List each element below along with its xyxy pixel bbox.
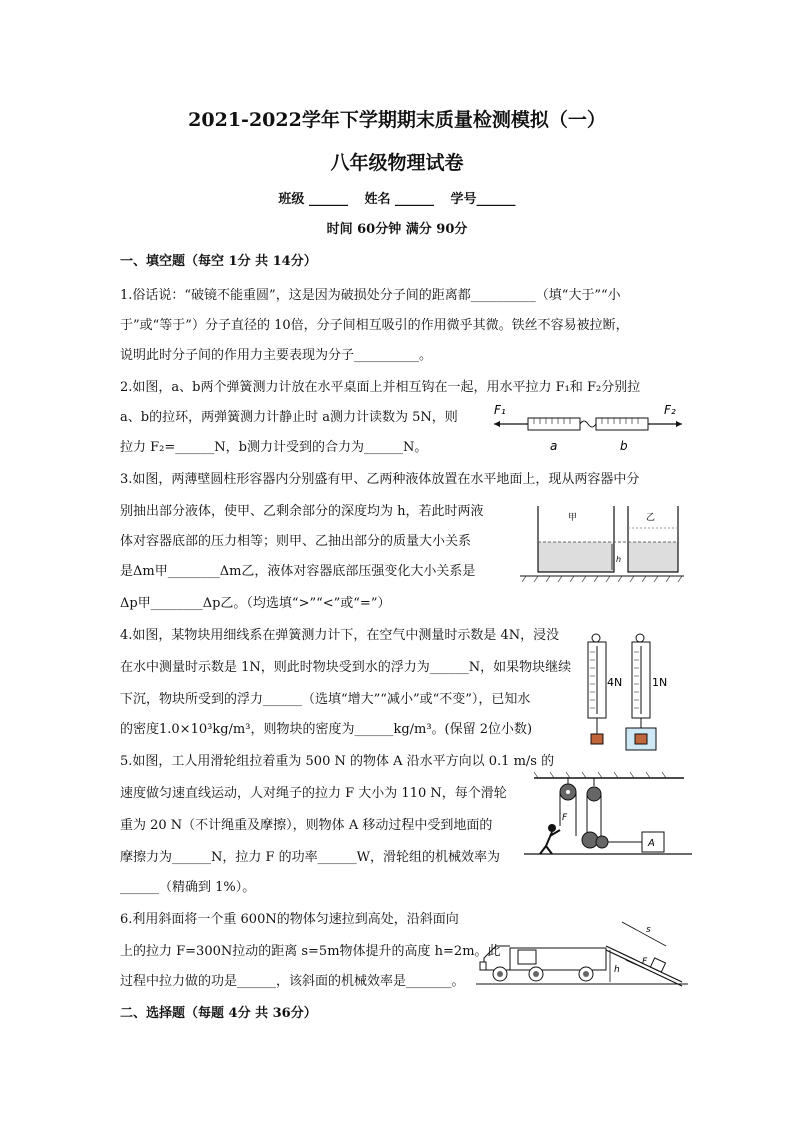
time-score: 时间 60分钟 满分 90分 <box>326 222 468 237</box>
q4-line-3: 下沉，物块所受到的浮力______（选填“增大”“减小”或“不变”），已知水 <box>120 692 531 707</box>
exam-subtitle: 八年级物理试卷 <box>330 152 464 174</box>
q4-line-1: 4.如图，某物块用细线系在弹簧测力计下，在空气中测量时示数是 4N，浸没 <box>120 628 560 643</box>
container-yi-label: 乙 <box>646 513 656 523</box>
q5-line-1: 5.如图，工人用滑轮组拉着重为 500 N 的物体 A 沿水平方向以 0.1 m/s 的 <box>120 754 555 769</box>
student-id-field[interactable]: 学号______ <box>450 192 516 207</box>
name-field[interactable]: 姓名 ______ <box>364 192 435 207</box>
incline-truck-figure <box>476 898 690 990</box>
q1-line-1: 1.俗话说：“破镜不能重圆”，这是因为破损处分子间的距离都__________（填“大于”“小 <box>120 288 621 303</box>
q3-line-5: Δp甲________Δp乙。（均选填“>”“<”或“=”） <box>120 596 391 611</box>
containers-figure <box>516 500 686 584</box>
q2-line-2: a、b的拉环，两弹簧测力计静止时 a测力计读数为 5N，则 <box>120 410 458 425</box>
q3-line-4: 是Δm甲________Δm乙，液体对容器底部压强变化大小关系是 <box>120 564 476 579</box>
force-f-label: F <box>562 813 568 823</box>
q5-line-3: 重为 20 N（不计绳重及摩擦），则物体 A 移动过程中受到地面的 <box>120 818 493 833</box>
q2-line-3: 拉力 F₂=______N，b测力计受到的合力为______N。 <box>120 440 428 455</box>
height-h-label: h <box>616 555 622 564</box>
q3-line-2: 别抽出部分液体，使甲、乙剩余部分的深度均为 h，若此时两液 <box>120 504 484 519</box>
spring-balance-figure <box>576 630 686 754</box>
container-jia-label: 甲 <box>568 513 578 523</box>
q1-line-3: 说明此时分子间的作用力主要表现为分子__________。 <box>120 348 433 363</box>
q4-line-2: 在水中测量时示数是 1N，则此时物块受到水的浮力为______N，如果物块继续 <box>120 660 572 675</box>
pulley-figure <box>524 770 694 866</box>
scale-a-label: a <box>550 439 558 453</box>
f1-label: F₁ <box>494 403 506 417</box>
reading-4n-label: 4N <box>607 676 623 689</box>
force-f-incline-label: F <box>642 957 648 967</box>
scale-b-label: b <box>620 439 628 453</box>
reading-1n-label: 1N <box>652 676 668 689</box>
height-h-incline-label: h <box>614 965 620 975</box>
q2-line-1: 2.如图，a、b两个弹簧测力计放在水平桌面上并相互钩在一起，用水平拉力 F₁和 F₂分别拉 <box>120 380 641 395</box>
q3-line-1: 3.如图，两薄壁圆柱形容器内分别盛有甲、乙两种液体放置在水平地面上，现从两容器中分 <box>120 472 640 487</box>
q5-line-4: 摩擦力为______N，拉力 F 的功率______W，滑轮组的机械效率为 <box>120 850 501 865</box>
q5-line-2: 速度做匀速直线运动，人对绳子的拉力 F 大小为 110 N，每个滑轮 <box>120 786 507 801</box>
student-info <box>0 188 794 207</box>
q4-line-4: 的密度1.0×10³kg/m³，则物块的密度为______kg/m³。(保留 2位小数) <box>120 722 533 737</box>
q6-line-3: 过程中拉力做的功是______，该斜面的机械效率是_______。 <box>120 974 465 989</box>
q5-line-5: ______（精确到 1%）。 <box>120 880 256 895</box>
distance-s-label: s <box>646 925 651 935</box>
section2-heading: 二、选择题（每题 4分 共 36分） <box>120 1006 317 1021</box>
exam-title: 2021-2022学年下学期期末质量检测模拟（一） <box>188 109 606 131</box>
class-field[interactable]: 班级 ______ <box>278 192 348 207</box>
q3-line-3: 体对容器底部的压力相等；则甲、乙抽出部分的质量大小关系 <box>120 534 472 549</box>
object-a-label: A <box>648 838 655 849</box>
q1-line-2: 于”或“等于”）分子直径的 10倍，分子间相互吸引的作用微乎其微。铁丝不容易被拉断， <box>120 318 629 333</box>
q6-line-1: 6.利用斜面将一个重 600N的物体匀速拉到高处，沿斜面向 <box>120 912 459 927</box>
q6-line-2: 上的拉力 F=300N拉动的距离 s=5m物体提升的高度 h=2m。此 <box>120 944 501 959</box>
section1-heading: 一、填空题（每空 1分 共 14分） <box>120 254 317 269</box>
f2-label: F₂ <box>664 403 676 417</box>
spring-scale-figure <box>488 398 688 456</box>
